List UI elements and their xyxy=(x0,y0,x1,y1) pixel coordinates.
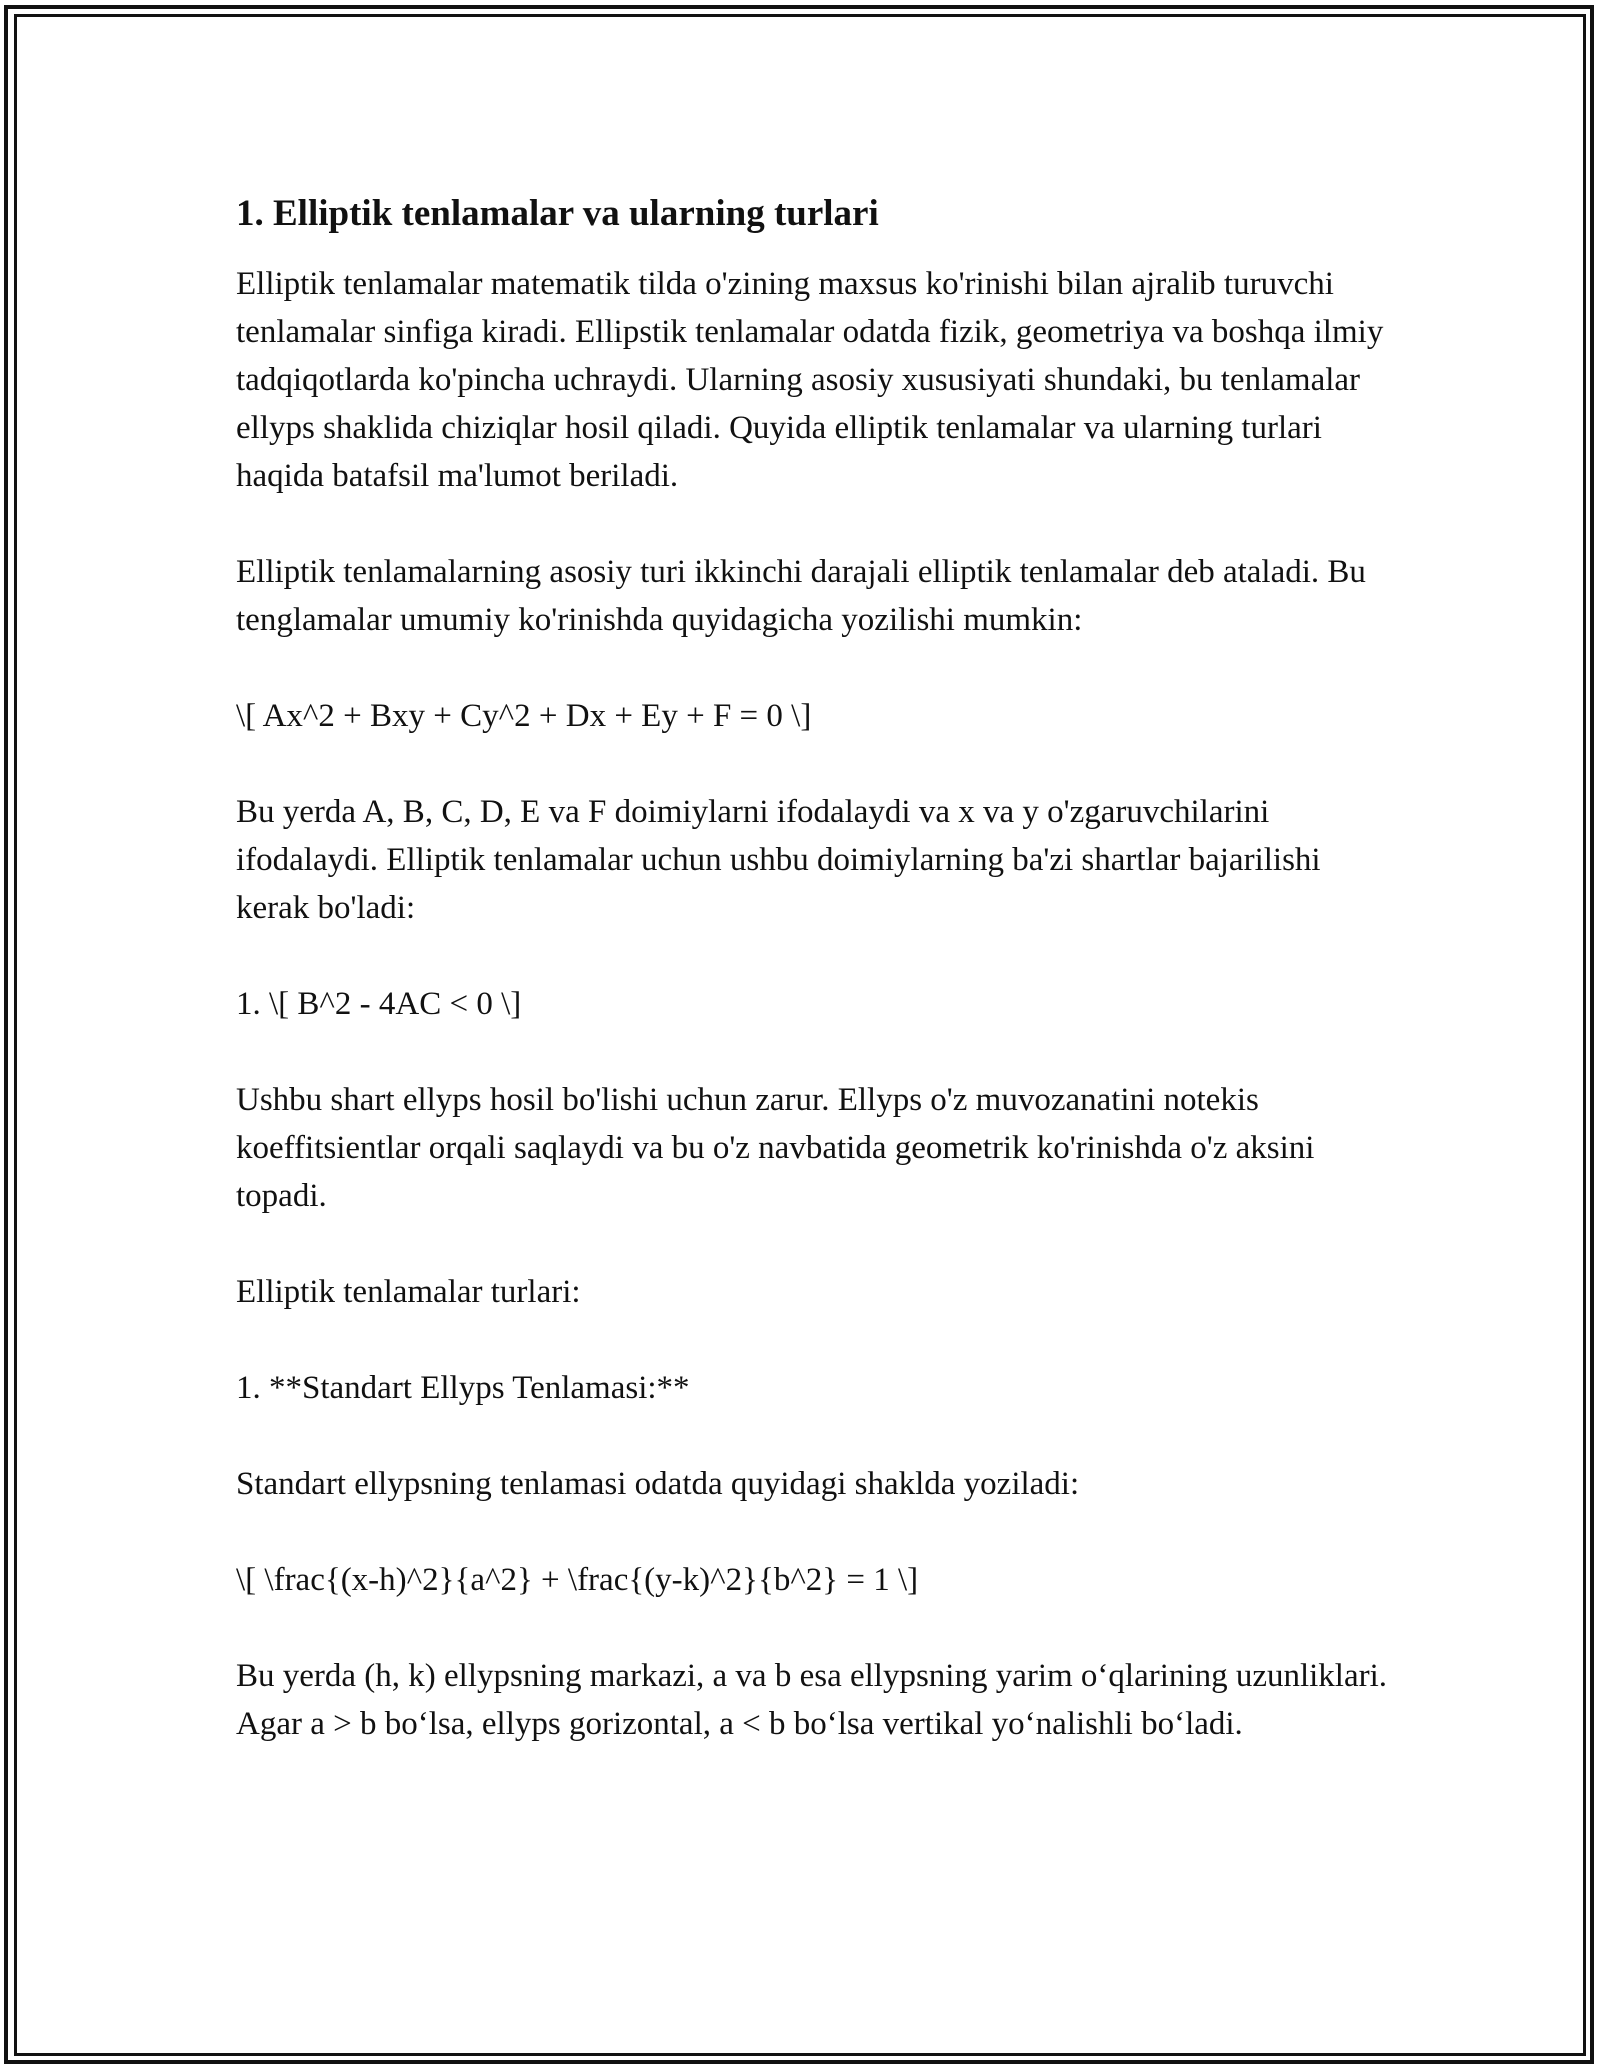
list-item-standard-ellipse: 1. **Standart Ellyps Tenlamasi:** xyxy=(236,1370,690,1406)
paragraph-condition-explanation: Ushbu shart ellyps hosil bo'lishi uchun zarur. Ellyps o'z muvozanatini notekis koeffitsientlar orqali saqlaydi va bu o'z navbatida geometrik ko'rinishda o'z aksini topadi. xyxy=(236,1082,1315,1214)
document-body xyxy=(236,190,1396,1796)
section-heading: 1. Elliptik tenlamalar va ularning turlari xyxy=(236,193,879,234)
paragraph-main-type: Elliptik tenlamalarning asosiy turi ikkinchi darajali elliptik tenlamalar deb ataladi. Bu tenglamalar umumiy ko'rinishda quyidagicha yozilishi mumkin: xyxy=(236,554,1366,638)
formula-discriminant-condition: 1. \[ B^2 - 4AC < 0 \] xyxy=(236,986,522,1022)
paragraph-ellipse-parameters: Bu yerda (h, k) ellypsning markazi, a va b esa ellypsning yarim o‘qlarining uzunliklari. Agar a > b bo‘lsa, ellyps gorizontal, a < b bo‘lsa vertikal yo‘nalishli bo‘ladi. xyxy=(236,1658,1388,1742)
paragraph-standard-form-intro: Standart ellypsning tenlamasi odatda quyidagi shaklda yoziladi: xyxy=(236,1466,1080,1502)
formula-standard-ellipse: \[ \frac{(x-h)^2}{a^2} + \frac{(y-k)^2}{b^2} = 1 \] xyxy=(236,1562,919,1598)
paragraph-types-label: Elliptik tenlamalar turlari: xyxy=(236,1274,581,1310)
paragraph-constants: Bu yerda A, B, C, D, E va F doimiylarni ifodalaydi va x va y o'zgaruvchilarini ifodalaydi. Elliptik tenlamalar uchun ushbu doimiylarning ba'zi shartlar bajarilishi kerak bo'ladi: xyxy=(236,794,1321,926)
paragraph-intro: Elliptik tenlamalar matematik tilda o'zining maxsus ko'rinishi bilan ajralib turuvchi tenlamalar sinfiga kiradi. Ellipstik tenlamalar odatda fizik, geometriya va boshqa ilmiy tadqiqotlarda ko'pincha uchraydi. Ularning asosiy xususiyati shundaki, bu tenlamalar ellyps shaklida chiziqlar hosil qiladi. Quyida elliptik tenlamalar va ularning turlari haqida batafsil ma'lumot beriladi. xyxy=(236,266,1384,494)
formula-general-equation: \[ Ax^2 + Bxy + Cy^2 + Dx + Ey + F = 0 \] xyxy=(236,698,812,734)
